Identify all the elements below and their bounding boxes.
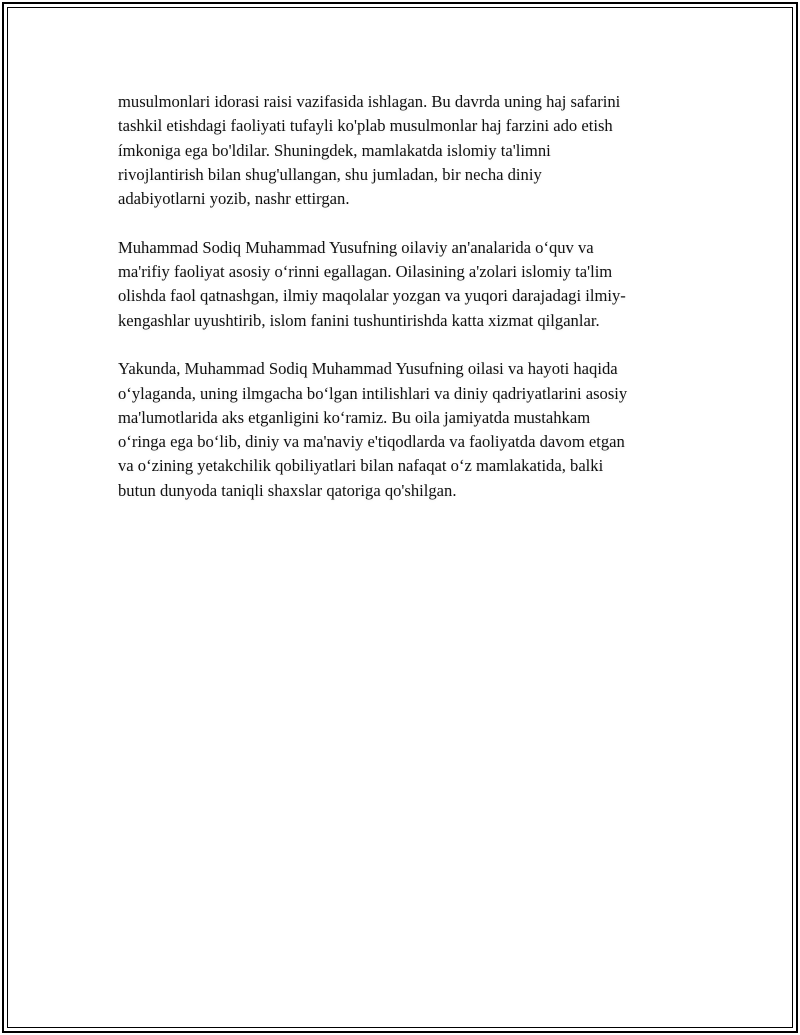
document-body — [118, 90, 688, 527]
paragraph-1 — [118, 90, 688, 211]
text-line: kengashlar uyushtirib, islom fanini tushuntirishda katta xizmat qilganlar. — [118, 310, 600, 330]
paragraph-2 — [118, 236, 688, 333]
text-line: olishda faol qatnashgan, ilmiy maqolalar yozgan va yuqori darajadagi ilmiy- — [118, 286, 626, 306]
text-line: Muhammad Sodiq Muhammad Yusufning oilaviy an'analarida o‘quv va — [118, 237, 594, 257]
text-line: ímkoniga ega bo'ldilar. Shuningdek, mamlakatda islomiy ta'limni — [118, 140, 551, 160]
text-line: musulmonlari idorasi raisi vazifasida ishlagan. Bu davrda uning haj safarini — [118, 92, 621, 111]
text-line: o‘ylaganda, uning ilmgacha bo‘lgan intilishlari va diniy qadriyatlarini asosiy — [118, 383, 628, 403]
paragraph-3 — [118, 357, 688, 503]
text-line: o‘ringa ega bo‘lib, diniy va ma'naviy e'tiqodlarda va faoliyatda davom etgan — [118, 432, 625, 452]
text-line: Yakunda, Muhammad Sodiq Muhammad Yusufning oilasi va hayoti haqida — [118, 359, 618, 379]
text-line: rivojlantirish bilan shug'ullangan, shu jumladan, bir necha diniy — [118, 164, 542, 184]
text-line: butun dunyoda taniqli shaxslar qatoriga qo'shilgan. — [118, 480, 457, 500]
text-line: va o‘zining yetakchilik qobiliyatlari bilan nafaqat o‘z mamlakatida, balki — [118, 456, 604, 476]
text-line: tashkil etishdagi faoliyati tufayli ko'plab musulmonlar haj farzini ado etish — [118, 116, 613, 136]
text-line: ma'lumotlarida aks etganligini ko‘ramiz. Bu oila jamiyatda mustahkam — [118, 407, 591, 427]
text-line: adabiyotlarni yozib, nashr ettirgan. — [118, 189, 350, 209]
text-line: ma'rifiy faoliyat asosiy o‘rinni egallagan. Oilasining a'zolari islomiy ta'lim — [118, 262, 613, 282]
